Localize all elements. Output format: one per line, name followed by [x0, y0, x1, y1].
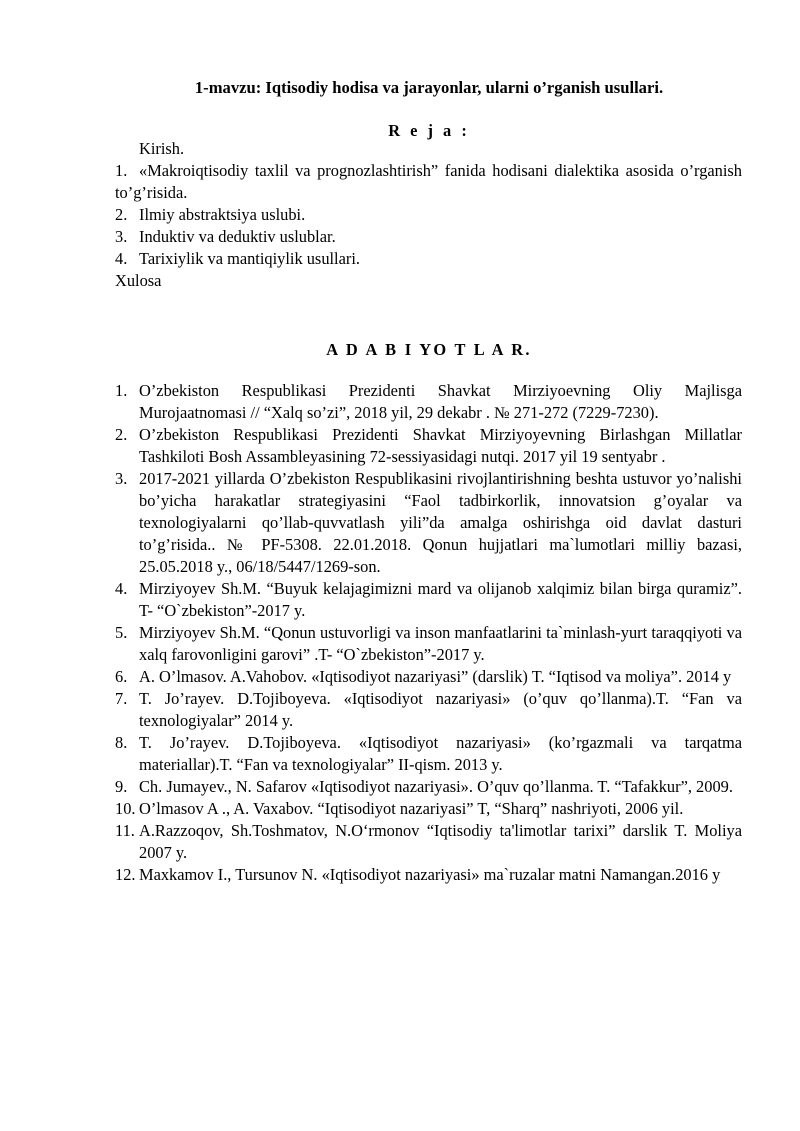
plan-item-text: Ilmiy abstraktsiya uslubi.: [139, 205, 306, 224]
reference-number: 12.: [115, 865, 136, 884]
reference-number: 2.: [115, 425, 128, 444]
reference-number: 9.: [115, 777, 128, 796]
reference-item: [115, 468, 742, 578]
plan-conclusion: Xulosa: [115, 271, 162, 290]
reference-text: A.Razzoqov, Sh.Toshmatov, N.O‘rmonov “Iqtisodiy ta'limotlar tarixi” darslik T. Moliya 2007 y.: [139, 821, 742, 862]
reference-number: 1.: [115, 381, 128, 400]
reference-item: [115, 820, 742, 864]
plan-item-text: Induktiv va deduktiv uslublar.: [139, 227, 336, 246]
plan-item-number: 1.: [115, 161, 128, 180]
reference-text: O’zbekiston Respublikasi Prezidenti Shavkat Mirziyoevning Oliy Majlisga Murojaatnomasi // “Xalq so’zi”, 2018 yil, 29 dekabr . № 271-272 (7229-7230).: [139, 381, 742, 422]
reference-text: Maxkamov I., Tursunov N. «Iqtisodiyot nazariyasi» ma`ruzalar matni Namangan.2016 y: [139, 865, 721, 884]
reference-number: 11.: [115, 821, 135, 840]
plan-item-text: Tarixiylik va mantiqiylik usullari.: [139, 249, 361, 268]
reference-number: 3.: [115, 469, 128, 488]
plan-item: [115, 160, 742, 204]
reference-text: 2017-2021 yillarda O’zbekiston Respublikasini rivojlantirishning beshta ustuvor yo’nalishi bo’yicha harakatlar strategiyasini “Faol tadbirkorlik, innovatsion g’oyalar va texnologiyalarni qo’llab-quvvatlash yili”da amalga oshirishga oid davlat dasturi to’g’risida.. № PF-5308. 22.01.2018. Qonun hujjatlari ma`lumotlari milliy bazasi, 25.05.2018 y., 06/18/5447/1269-son.: [139, 469, 742, 576]
reference-number: 5.: [115, 623, 128, 642]
reference-text: Ch. Jumayev., N. Safarov «Iqtisodiyot nazariyasi». O’quv qo’llanma. T. “Tafakkur”, 2009.: [139, 777, 733, 796]
plan-item: [115, 204, 742, 226]
reference-text: T. Jo’rayev. D.Tojiboyeva. «Iqtisodiyot nazariyasi» (ko’rgazmali va tarqatma materiallar).T. “Fan va texnologiyalar” II-qism. 2013 y.: [139, 733, 742, 774]
reference-item: [115, 622, 742, 666]
reference-item: [115, 424, 742, 468]
reference-item: [115, 798, 742, 820]
plan-heading: R e j a :: [388, 121, 470, 140]
references-list: [115, 380, 788, 886]
reference-text: A. O’lmasov. A.Vahobov. «Iqtisodiyot nazariyasi” (darslik) T. “Iqtisod va moliya”. 2014 y: [139, 667, 732, 686]
reference-text: Mirziyoyev Sh.M. “Qonun ustuvorligi va inson manfaatlarini ta`minlash-yurt taraqqiyoti va xalq farovonligini garovi” .T- “O`zbekiston”-2017 y.: [139, 623, 742, 664]
reference-text: O’lmasov A ., A. Vaxabov. “Iqtisodiyot nazariyasi” T, “Sharq” nashriyoti, 2006 yil.: [139, 799, 684, 818]
plan-item: [115, 226, 742, 248]
reference-number: 10.: [115, 799, 136, 818]
references-heading: A D A B I YO T L A R.: [326, 340, 532, 359]
reference-number: 6.: [115, 667, 128, 686]
reference-item: [115, 688, 742, 732]
reference-text: Mirziyoyev Sh.M. “Buyuk kelajagimizni mard va olijanob xalqimiz bilan birga quramiz”. T- “O`zbekiston”-2017 y.: [139, 579, 788, 620]
reference-text: T. Jo’rayev. D.Tojiboyeva. «Iqtisodiyot nazariyasi» (o’quv qo’llanma).T. “Fan va texnologiyalar” 2014 y.: [139, 689, 742, 730]
plan-item: [115, 248, 742, 270]
plan-item-text: «Makroiqtisodiy taxlil va prognozlashtirish” fanida hodisani dialektika asosida o’rganish to’g’risida.: [115, 161, 742, 202]
reference-number: 4.: [115, 579, 128, 598]
reference-item: [115, 666, 742, 688]
reference-item: [115, 380, 742, 424]
reference-item: [115, 776, 742, 798]
reference-number: 7.: [115, 689, 128, 708]
reference-number: 8.: [115, 733, 128, 752]
plan-intro: Kirish.: [139, 139, 185, 158]
plan-item-number: 2.: [115, 205, 128, 224]
page-title: 1-mavzu: Iqtisodiy hodisa va jarayonlar, ularni o’rganish usullari.: [194, 78, 664, 97]
reference-item: [115, 864, 742, 886]
reference-item: [115, 732, 742, 776]
reference-item: [115, 578, 788, 622]
plan-section: [115, 138, 742, 292]
plan-item-number: 3.: [115, 227, 128, 246]
plan-list: [115, 160, 742, 270]
plan-item-number: 4.: [115, 249, 128, 268]
reference-text: O’zbekiston Respublikasi Prezidenti Shavkat Mirziyoyevning Birlashgan Millatlar Tashkiloti Bosh Assambleyasining 72-sessiyasidagi nutqi. 2017 yil 19 sentyabr .: [139, 425, 742, 466]
